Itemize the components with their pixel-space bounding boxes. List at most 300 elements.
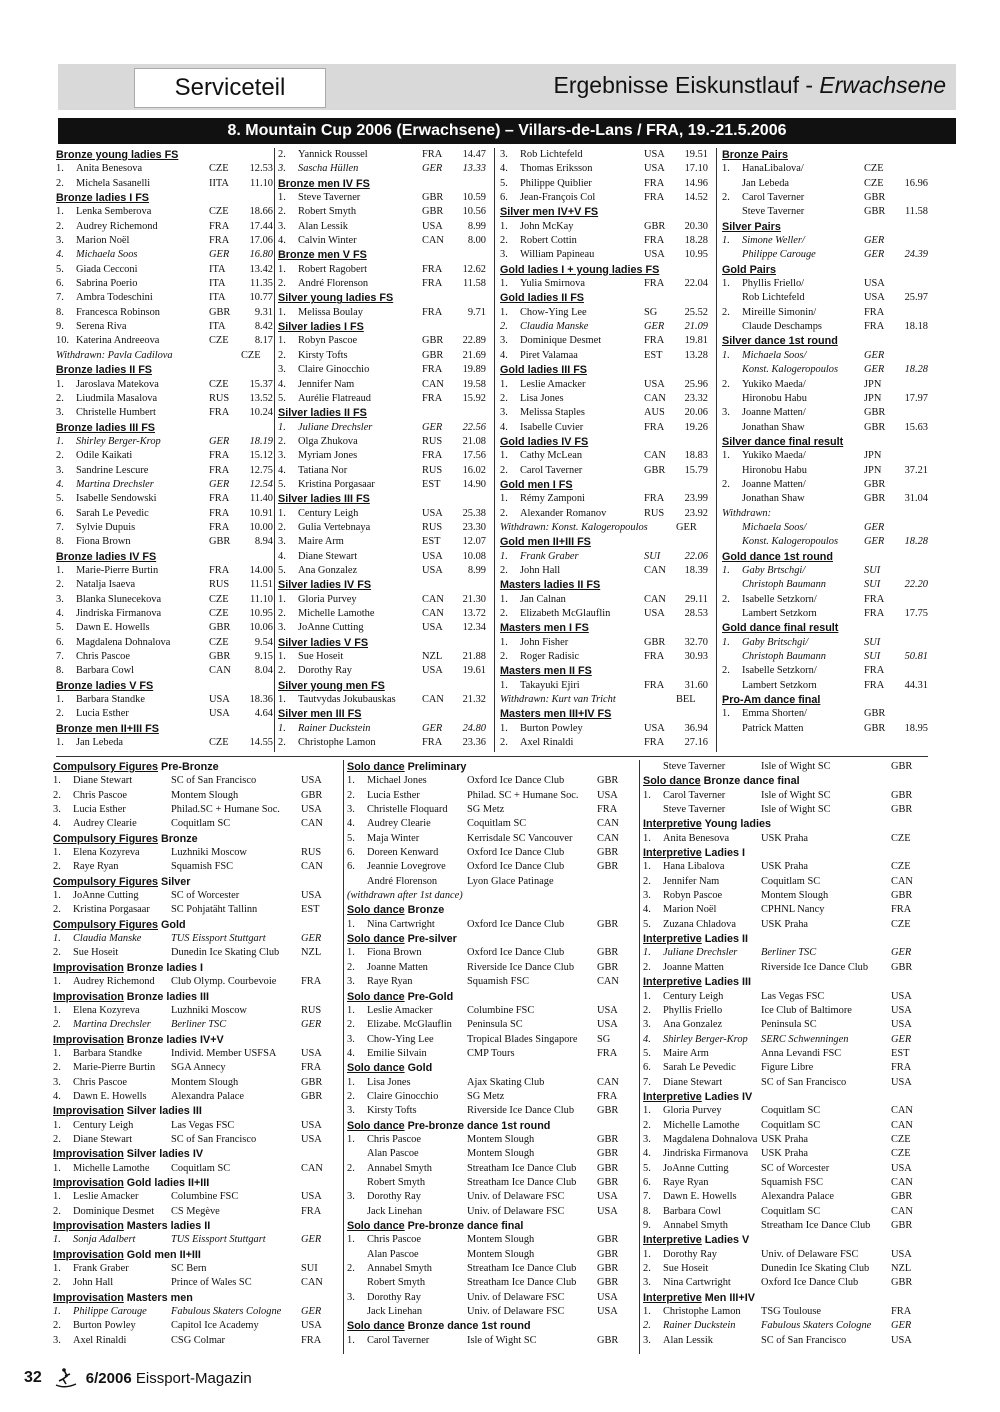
- club-name: Isle of Wight SC: [761, 761, 831, 772]
- rank: [722, 363, 742, 377]
- score: 11.51: [250, 579, 273, 591]
- result-row: [56, 263, 273, 277]
- skater-name: Burton Powley: [73, 1320, 136, 1332]
- result-row: [500, 593, 708, 607]
- rank: 1.: [643, 1248, 651, 1260]
- club-name: CMP Tours: [467, 1047, 515, 1059]
- result-row: [53, 1334, 333, 1348]
- nation-code: SUI: [864, 651, 881, 663]
- nation-code: GBR: [864, 407, 886, 419]
- nation-code: RUS: [209, 392, 230, 404]
- skater-name: Alan Pascoe: [367, 1148, 419, 1160]
- nation-code: CAN: [891, 875, 913, 887]
- result-row: [278, 664, 486, 678]
- column-divider: [716, 148, 717, 752]
- nation-code: GBR: [597, 1334, 619, 1346]
- skater-name: Jonathan Shaw: [742, 493, 805, 505]
- score: 18.18: [904, 321, 928, 333]
- category-level: Ladies II: [701, 933, 749, 946]
- rank: 1.: [53, 976, 61, 988]
- skater-name: Dominique Desmet: [520, 335, 602, 347]
- skater-name: Century Leigh: [663, 990, 724, 1002]
- nation-code: GBR: [209, 651, 231, 663]
- note-row: [347, 889, 629, 903]
- nation-code: USA: [301, 1133, 322, 1145]
- score: 8.00: [467, 235, 486, 247]
- club-name: TUS Eissport Stuttgart: [171, 1234, 266, 1246]
- rank: [347, 1205, 367, 1219]
- result-row: [53, 1047, 333, 1061]
- category-type: Improvisation: [53, 961, 124, 974]
- category-type: Masters ladies II FS: [500, 579, 601, 592]
- club-name: USK Praha: [761, 918, 809, 930]
- result-row: [643, 1248, 923, 1262]
- club-name: Dunedin Ice Skating Club: [171, 947, 280, 959]
- result-row: [722, 205, 928, 219]
- category-type: Interpretive: [643, 976, 702, 989]
- result-row: [643, 1061, 923, 1075]
- result-row: [53, 889, 333, 903]
- rank: 3.: [347, 1105, 355, 1117]
- result-row: [53, 932, 333, 946]
- score: [896, 593, 928, 607]
- skater-name: Juliane Drechsler: [663, 947, 738, 959]
- skater-name: Michaela Soos: [76, 249, 138, 261]
- skater-name: Alexander Romanov: [520, 507, 607, 519]
- result-row: [56, 650, 273, 664]
- score: 11.10: [250, 177, 273, 189]
- other-results-column-1: [53, 760, 333, 1356]
- nation-code: GBR: [644, 220, 666, 232]
- rank: [643, 760, 663, 774]
- skater-name: Fiona Brown: [367, 947, 422, 959]
- skater-name: Chow-Ying Lee: [520, 306, 587, 318]
- category-heading: [643, 817, 923, 831]
- nation-code: CAN: [209, 665, 231, 677]
- category-level: Masters men: [123, 1291, 193, 1304]
- skater-name: Dorothy Ray: [367, 1291, 421, 1303]
- rank: [722, 578, 742, 592]
- score: 17.56: [462, 450, 486, 462]
- result-row: [278, 564, 486, 578]
- club-name: Las Vegas FSC: [761, 990, 825, 1002]
- club-name: Peninsula SC: [761, 1019, 817, 1031]
- skater-name: Barbara Standke: [76, 694, 145, 706]
- category-heading: [53, 918, 333, 932]
- category-type: Solo dance: [347, 1062, 405, 1075]
- result-row: [347, 875, 629, 889]
- nation-code: GER: [676, 521, 697, 533]
- rank: 6.: [56, 636, 64, 648]
- skater-name: Robert Smyth: [367, 1176, 426, 1188]
- category-heading: [53, 1176, 333, 1190]
- category-heading: [56, 148, 273, 162]
- score: 19.89: [462, 364, 486, 376]
- category-type: Gold Pairs: [722, 263, 777, 276]
- nation-code: FRA: [644, 177, 665, 189]
- skater-name: Rainer Duckstein: [663, 1320, 736, 1332]
- nation-code: CZE: [209, 593, 229, 605]
- rank: 2.: [643, 1263, 651, 1275]
- club-name: Isle of Wight SC: [467, 1334, 537, 1346]
- nation-code: NZL: [891, 1263, 912, 1275]
- result-row: [56, 664, 273, 678]
- rank: 2.: [347, 961, 355, 973]
- score: 8.99: [467, 564, 486, 576]
- nation-code: GBR: [891, 1191, 913, 1203]
- category-type: Gold ladies II FS: [500, 292, 584, 305]
- result-row: [347, 832, 629, 846]
- skater-name: Isabelle Setzkorn/: [742, 593, 817, 605]
- category-type: Silver ladies II FS: [278, 407, 367, 420]
- score: 8.17: [254, 335, 273, 347]
- skater-name: Sarah Le Pevedic: [663, 1062, 736, 1074]
- score: 17.06: [249, 235, 273, 247]
- nation-code: GBR: [597, 1162, 619, 1174]
- rank: 7.: [56, 292, 64, 304]
- rank: 4.: [56, 608, 64, 619]
- rank: 6.: [643, 1176, 651, 1188]
- skater-name: Roger Radisic: [520, 651, 580, 663]
- skater-name: Dorothy Ray: [298, 665, 352, 677]
- result-row: [56, 220, 273, 234]
- result-row: [56, 392, 273, 406]
- result-row: [500, 306, 708, 320]
- page-number: 32: [24, 1369, 42, 1386]
- rank: 1.: [278, 694, 286, 706]
- score: 29.11: [685, 593, 708, 605]
- skater-name: Audrey Clearie: [73, 818, 137, 830]
- result-row: [56, 320, 273, 334]
- club-name: CS Megève: [171, 1205, 220, 1217]
- nation-code: CAN: [422, 378, 444, 390]
- nation-code: GBR: [597, 847, 619, 859]
- skater-name: Hironobu Habu: [742, 464, 807, 476]
- rank: 1.: [278, 192, 286, 204]
- skater-name: Christelle Humbert: [76, 407, 156, 419]
- nation-code: EST: [644, 349, 663, 361]
- skater-name: Ana Gonzalez: [298, 564, 358, 576]
- category-type: Improvisation: [53, 990, 124, 1003]
- skater-name: Elizabe. McGlauflin: [367, 1019, 452, 1031]
- rank: 1.: [56, 737, 64, 749]
- club-name: Luzhniki Moscow: [171, 1004, 247, 1016]
- score: 21.08: [462, 435, 486, 447]
- rank: 2.: [643, 961, 651, 973]
- result-row: [278, 349, 486, 363]
- nation-code: CZE: [864, 163, 884, 175]
- result-row: [278, 220, 486, 234]
- skater-name: Joanne Matten/: [742, 478, 806, 490]
- category-heading: [500, 435, 708, 449]
- nation-code: GBR: [864, 722, 886, 734]
- skater-name: Yulia Smirnova: [520, 278, 585, 290]
- rank: 2.: [722, 593, 730, 605]
- skater-name: Phyllis Friello: [663, 1004, 723, 1016]
- category-heading: [278, 707, 486, 721]
- nation-code: GBR: [597, 1248, 619, 1260]
- skater-name: Raye Ryan: [73, 861, 119, 873]
- skater-name: Philippe Carouge: [73, 1306, 147, 1318]
- result-row: [643, 1076, 923, 1090]
- rank: 2.: [643, 1004, 651, 1016]
- result-row: [500, 378, 708, 392]
- skater-name: Steve Taverner: [298, 192, 361, 204]
- club-name: Dunedin Ice Skating Club: [761, 1263, 870, 1275]
- rank: 2.: [500, 507, 508, 519]
- score: 17.44: [249, 220, 273, 232]
- skater-name: Konst. Kalogeropoulos: [742, 364, 839, 376]
- skater-name: Thomas Eriksson: [520, 163, 593, 175]
- category-type: Bronze men IV FS: [278, 177, 370, 190]
- nation-code: GER: [864, 536, 885, 548]
- result-row: [722, 191, 928, 205]
- score: [896, 191, 928, 205]
- score: 13.52: [249, 392, 273, 404]
- club-name: USK Praha: [761, 861, 809, 873]
- club-name: Oxford Ice Dance Club: [467, 947, 565, 959]
- result-row: [722, 248, 928, 262]
- score: 18.19: [249, 435, 273, 447]
- result-row: [643, 1047, 923, 1061]
- category-heading: [347, 1319, 629, 1333]
- rank: 4.: [278, 378, 286, 390]
- result-row: [500, 320, 708, 334]
- skater-name: Elizabeth McGlauflin: [520, 608, 611, 619]
- skater-name: Rainer Duckstein: [298, 722, 371, 734]
- category-heading: [347, 1219, 629, 1233]
- result-row: [278, 693, 486, 707]
- result-row: [347, 1276, 629, 1290]
- result-row: [278, 378, 486, 392]
- rank: [722, 607, 742, 621]
- nation-code: CZE: [891, 1148, 911, 1160]
- rank: 1.: [643, 947, 651, 959]
- nation-code: FRA: [209, 493, 230, 505]
- club-name: Univ. of Delaware FSC: [467, 1191, 565, 1203]
- rank: 1.: [53, 847, 61, 859]
- result-row: [278, 392, 486, 406]
- category-type: Bronze ladies II FS: [56, 364, 152, 377]
- category-level: Bronze ladies III: [123, 990, 209, 1003]
- skater-name: Nina Cartwright: [367, 918, 435, 930]
- rank: 8.: [643, 1205, 651, 1217]
- category-type: Silver men III FS: [278, 708, 362, 721]
- result-row: [722, 291, 928, 305]
- category-type: Bronze ladies V FS: [56, 679, 154, 692]
- result-row: [56, 492, 273, 506]
- club-name: Berliner TSC: [171, 1019, 227, 1031]
- skater-name: JoAnne Cutting: [663, 1162, 729, 1174]
- score: [896, 162, 928, 176]
- rank: 4.: [643, 1148, 651, 1160]
- category-type: Gold men I FS: [500, 478, 573, 491]
- score: [896, 406, 928, 420]
- rank: 3.: [643, 890, 651, 902]
- category-heading: [53, 760, 333, 774]
- category-heading: [722, 334, 928, 348]
- category-heading: [500, 478, 708, 492]
- skater-name: Leslie Amacker: [73, 1191, 139, 1203]
- category-type: Interpretive: [643, 933, 702, 946]
- rank: 2.: [53, 1062, 61, 1074]
- score: 18.36: [249, 694, 273, 706]
- result-row: [347, 1305, 629, 1319]
- skater-name: Simone Weller/: [742, 235, 805, 247]
- nation-code: FRA: [864, 608, 885, 619]
- nation-code: USA: [422, 564, 443, 576]
- result-row: [643, 1176, 923, 1190]
- result-row: [53, 975, 333, 989]
- score: 18.66: [249, 206, 273, 218]
- score: 14.55: [249, 737, 273, 749]
- nation-code: ITA: [209, 263, 226, 275]
- nation-code: FRA: [864, 306, 885, 318]
- category-heading: [278, 177, 486, 191]
- skater-name: Audrey Richemond: [76, 220, 158, 232]
- result-row: [278, 521, 486, 535]
- result-row: [278, 507, 486, 521]
- club-name: Montem Slough: [761, 890, 829, 902]
- note-text: Withdrawn: Pavla Cadilova: [56, 349, 173, 361]
- rank: 2.: [643, 1320, 651, 1332]
- category-type: Solo dance: [347, 933, 405, 946]
- skater-name: Lucia Esther: [73, 804, 126, 816]
- rank: [347, 1305, 367, 1319]
- result-row: [643, 760, 923, 774]
- skater-name: Gaby Brtschgi/: [742, 564, 806, 576]
- category-level: Silver: [158, 875, 191, 888]
- result-row: [643, 889, 923, 903]
- nation-code: USA: [644, 163, 665, 175]
- category-heading: [347, 990, 629, 1004]
- score: 9.71: [467, 306, 486, 318]
- result-row: [722, 421, 928, 435]
- nation-code: FRA: [422, 392, 443, 404]
- score: 13.33: [462, 163, 486, 175]
- club-name: Oxford Ice Dance Club: [467, 918, 565, 930]
- nation-code: JPN: [864, 464, 882, 476]
- score: 15.63: [904, 421, 928, 433]
- category-type: Interpretive: [643, 1090, 702, 1103]
- skater-name: Zuzana Chladova: [663, 918, 736, 930]
- rank: 2.: [500, 564, 508, 576]
- skater-name: Gloria Purvey: [663, 1105, 722, 1117]
- skater-name: John Fisher: [520, 636, 569, 648]
- result-row: [56, 449, 273, 463]
- skater-name: Lucia Esther: [76, 708, 129, 720]
- score: 18.83: [684, 450, 708, 462]
- rank: [347, 1248, 367, 1262]
- result-row: [278, 621, 486, 635]
- result-row: [56, 464, 273, 478]
- result-row: [53, 1262, 333, 1276]
- result-row: [500, 679, 708, 693]
- club-name: Columbine FSC: [467, 1004, 535, 1016]
- category-heading: [278, 578, 486, 592]
- category-level: Ladies IV: [701, 1090, 753, 1103]
- nation-code: USA: [422, 665, 443, 677]
- result-row: [278, 650, 486, 664]
- category-heading: [56, 550, 273, 564]
- category-heading: [722, 263, 928, 277]
- rank: 2.: [722, 306, 730, 318]
- nation-code: CAN: [301, 1162, 323, 1174]
- rank: 1.: [347, 1234, 355, 1246]
- rank: 6.: [56, 278, 64, 290]
- skater-name: Myriam Jones: [298, 450, 358, 462]
- rank: 3.: [56, 407, 64, 419]
- skater-name: Michaela Soos/: [742, 349, 807, 361]
- result-row: [722, 406, 928, 420]
- result-row: [722, 578, 928, 592]
- rank: 1.: [278, 335, 286, 347]
- result-row: [722, 234, 928, 248]
- club-name: Club Olymp. Courbevoie: [171, 976, 277, 988]
- result-row: [722, 492, 928, 506]
- result-row: [278, 607, 486, 621]
- nation-code: USA: [891, 990, 912, 1002]
- club-name: Squamish FSC: [171, 861, 234, 873]
- nation-code: CAN: [422, 593, 444, 605]
- rank: 3.: [278, 622, 286, 634]
- score: [896, 478, 928, 492]
- club-name: Oxford Ice Dance Club: [761, 1277, 859, 1289]
- nation-code: CZE: [891, 1133, 911, 1145]
- club-name: Columbine FSC: [171, 1191, 239, 1203]
- rank: 6.: [643, 1062, 651, 1074]
- score: 10.00: [249, 521, 273, 533]
- results-column-3: [500, 148, 708, 754]
- skater-name: Sylvie Dupuis: [76, 521, 136, 533]
- rank: 1.: [278, 722, 286, 734]
- result-row: [278, 263, 486, 277]
- nation-code: CZE: [209, 636, 229, 648]
- nation-code: JPN: [864, 392, 882, 404]
- nation-code: FRA: [891, 904, 912, 916]
- result-row: [500, 148, 708, 162]
- category-heading: [278, 636, 486, 650]
- skater-name: Lambert Setzkorn: [742, 679, 817, 691]
- score: [896, 664, 928, 678]
- skater-name: Liudmila Masalova: [76, 392, 158, 404]
- club-name: Squamish FSC: [467, 976, 530, 988]
- nation-code: CAN: [891, 1205, 913, 1217]
- nation-code: GBR: [891, 890, 913, 902]
- skater-name: Kristina Porgasaar: [298, 478, 375, 490]
- skater-name: Steve Taverner: [663, 804, 726, 816]
- rank: 2.: [722, 665, 730, 677]
- skater-name: Carol Taverner: [520, 464, 583, 476]
- rank: 2.: [56, 392, 64, 404]
- category-heading: [53, 1291, 333, 1305]
- result-row: [500, 220, 708, 234]
- nation-code: FRA: [209, 507, 230, 519]
- score: 15.79: [684, 464, 708, 476]
- result-row: [56, 621, 273, 635]
- skater-name: André Florenson: [367, 875, 438, 887]
- rank: 1.: [643, 832, 651, 844]
- rank: 2.: [278, 521, 286, 533]
- skater-name: Isabelle Setzkorn/: [742, 665, 817, 677]
- result-row: [53, 1305, 333, 1319]
- skater-name: JoAnne Cutting: [73, 890, 139, 902]
- rank: 3.: [56, 235, 64, 247]
- result-row: [53, 846, 333, 860]
- rank: 3.: [347, 1191, 355, 1203]
- score: 22.06: [684, 550, 708, 562]
- score: 14.52: [684, 192, 708, 204]
